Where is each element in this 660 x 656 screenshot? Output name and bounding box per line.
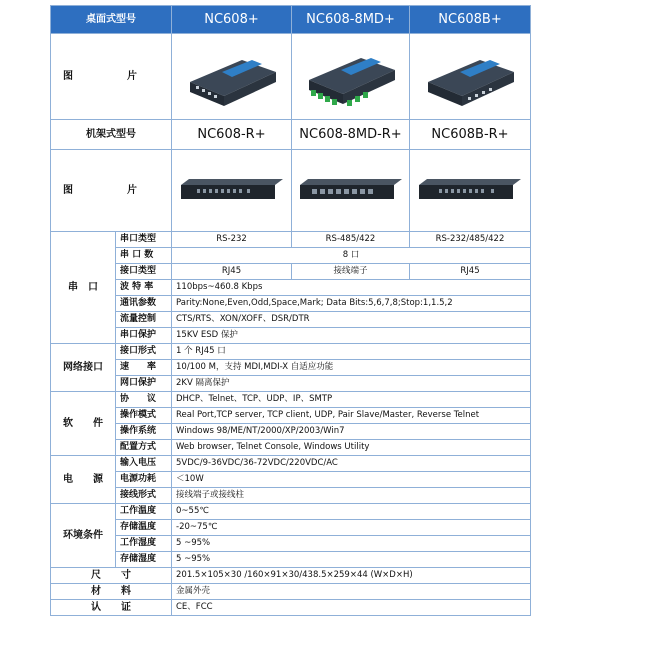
dimensions-label: 尺 寸 <box>51 568 172 584</box>
spec-label: 操作系统 <box>116 424 172 440</box>
spec-value: 0~55℃ <box>172 504 531 520</box>
input-voltage-row <box>51 456 531 472</box>
environment-group-label: 环境条件 <box>51 504 116 568</box>
power-group-label: 电 源 <box>51 456 116 504</box>
device-image-nc608b <box>410 34 531 120</box>
rack-model-row <box>51 120 531 150</box>
network-form-row <box>51 344 531 360</box>
baud-rate-row <box>51 280 531 296</box>
working-temp-row <box>51 504 531 520</box>
spec-label: 波 特 率 <box>116 280 172 296</box>
spec-label: 流量控制 <box>116 312 172 328</box>
spec-label: 存储湿度 <box>116 552 172 568</box>
spec-value: ＜10W <box>172 472 531 488</box>
rack-model-3: NC608B-R+ <box>410 120 531 150</box>
spec-label: 接口类型 <box>116 264 172 280</box>
spec-table <box>50 5 531 616</box>
power-consumption-row <box>51 472 531 488</box>
desktop-model-row <box>51 6 531 34</box>
spec-label: 接口形式 <box>116 344 172 360</box>
serial-type-value-3: RS-232/485/422 <box>410 232 531 248</box>
serial-type-value-2: RS-485/422 <box>292 232 410 248</box>
spec-value: Windows 98/ME/NT/2000/XP/2003/Win7 <box>172 424 531 440</box>
spec-value: 110bps~460.8 Kbps <box>172 280 531 296</box>
spec-label: 操作模式 <box>116 408 172 424</box>
spec-label: 输入电压 <box>116 456 172 472</box>
certification-label: 认 证 <box>51 600 172 616</box>
interface-type-value-3: RJ45 <box>410 264 531 280</box>
storage-humidity-row <box>51 552 531 568</box>
rack-model-2: NC608-8MD-R+ <box>292 120 410 150</box>
interface-type-row <box>51 264 531 280</box>
dimensions-row <box>51 568 531 584</box>
desktop-device-b-icon <box>420 42 520 112</box>
spec-label: 接线形式 <box>116 488 172 504</box>
spec-label: 串 口 数 <box>116 248 172 264</box>
network-speed-row <box>51 360 531 376</box>
spec-value: -20~75℃ <box>172 520 531 536</box>
spec-value: Parity:None,Even,Odd,Space,Mark; Data Bits:5,6,7,8;Stop:1,1.5,2 <box>172 296 531 312</box>
spec-value: 15KV ESD 保护 <box>172 328 531 344</box>
serial-protect-row <box>51 328 531 344</box>
flow-control-row <box>51 312 531 328</box>
material-label: 材 料 <box>51 584 172 600</box>
spec-label: 电源功耗 <box>116 472 172 488</box>
spec-value: 2KV 隔离保护 <box>172 376 531 392</box>
spec-value: Web browser, Telnet Console, Windows Utility <box>172 440 531 456</box>
spec-value: 10/100 M，支持 MDI,MDI-X 自适应功能 <box>172 360 531 376</box>
device-image-nc608 <box>172 34 292 120</box>
serial-group-label: 串 口 <box>51 232 116 344</box>
spec-value: 1 个 RJ45 口 <box>172 344 531 360</box>
rack-picture-label: 图 片 <box>51 150 172 232</box>
rack-model-label: 机架式型号 <box>51 120 172 150</box>
spec-value: 接线端子或接线柱 <box>172 488 531 504</box>
spec-value: 金属外壳 <box>172 584 531 600</box>
software-group-label: 软 件 <box>51 392 116 456</box>
wiring-row <box>51 488 531 504</box>
desktop-model-label: 桌面式型号 <box>51 6 172 34</box>
spec-value: 201.5×105×30 /160×91×30/438.5×259×44 (W×D×H) <box>172 568 531 584</box>
spec-label: 通讯参数 <box>116 296 172 312</box>
spec-value: Real Port,TCP server, TCP client, UDP, Pair Slave/Master, Reverse Telnet <box>172 408 531 424</box>
spec-value: CTS/RTS、XON/XOFF、DSR/DTR <box>172 312 531 328</box>
rack-image-nc608-r <box>172 150 292 232</box>
operation-mode-row <box>51 408 531 424</box>
rack-picture-row <box>51 150 531 232</box>
os-row <box>51 424 531 440</box>
desktop-model-1: NC608+ <box>172 6 292 34</box>
desktop-model-2: NC608-8MD+ <box>292 6 410 34</box>
comm-params-row <box>51 296 531 312</box>
spec-label: 速 率 <box>116 360 172 376</box>
spec-label: 工作湿度 <box>116 536 172 552</box>
interface-type-value-2: 接线端子 <box>292 264 410 280</box>
device-image-nc608-8md <box>292 34 410 120</box>
config-row <box>51 440 531 456</box>
spec-value: 5 ~95% <box>172 552 531 568</box>
rack-terminal-device-icon <box>296 171 406 211</box>
serial-type-value-1: RS-232 <box>172 232 292 248</box>
spec-label: 网口保护 <box>116 376 172 392</box>
certification-row <box>51 600 531 616</box>
rack-model-1: NC608-R+ <box>172 120 292 150</box>
rack-image-nc608b-r <box>410 150 531 232</box>
spec-value: 5VDC/9-36VDC/36-72VDC/220VDC/AC <box>172 456 531 472</box>
spec-value: DHCP、Telnet、TCP、UDP、IP、SMTP <box>172 392 531 408</box>
material-row <box>51 584 531 600</box>
spec-label: 协 议 <box>116 392 172 408</box>
spec-label: 串口类型 <box>116 232 172 248</box>
network-protect-row <box>51 376 531 392</box>
storage-temp-row <box>51 520 531 536</box>
spec-value: 8 口 <box>172 248 531 264</box>
desktop-picture-label: 图 片 <box>51 34 172 120</box>
serial-type-row <box>51 232 531 248</box>
spec-value: 5 ~95% <box>172 536 531 552</box>
spec-label: 存储温度 <box>116 520 172 536</box>
spec-label: 配置方式 <box>116 440 172 456</box>
spec-label: 工作温度 <box>116 504 172 520</box>
serial-count-row <box>51 248 531 264</box>
working-humidity-row <box>51 536 531 552</box>
rack-image-nc608-8md-r <box>292 150 410 232</box>
desktop-picture-row <box>51 34 531 120</box>
network-group-label: 网络接口 <box>51 344 116 392</box>
desktop-device-icon <box>182 42 282 112</box>
protocol-row <box>51 392 531 408</box>
rack-device-icon <box>177 171 287 211</box>
desktop-terminal-device-icon <box>301 42 401 112</box>
rack-device-b-icon <box>415 171 525 211</box>
desktop-model-3: NC608B+ <box>410 6 531 34</box>
spec-label: 串口保护 <box>116 328 172 344</box>
interface-type-value-1: RJ45 <box>172 264 292 280</box>
spec-value: CE、FCC <box>172 600 531 616</box>
